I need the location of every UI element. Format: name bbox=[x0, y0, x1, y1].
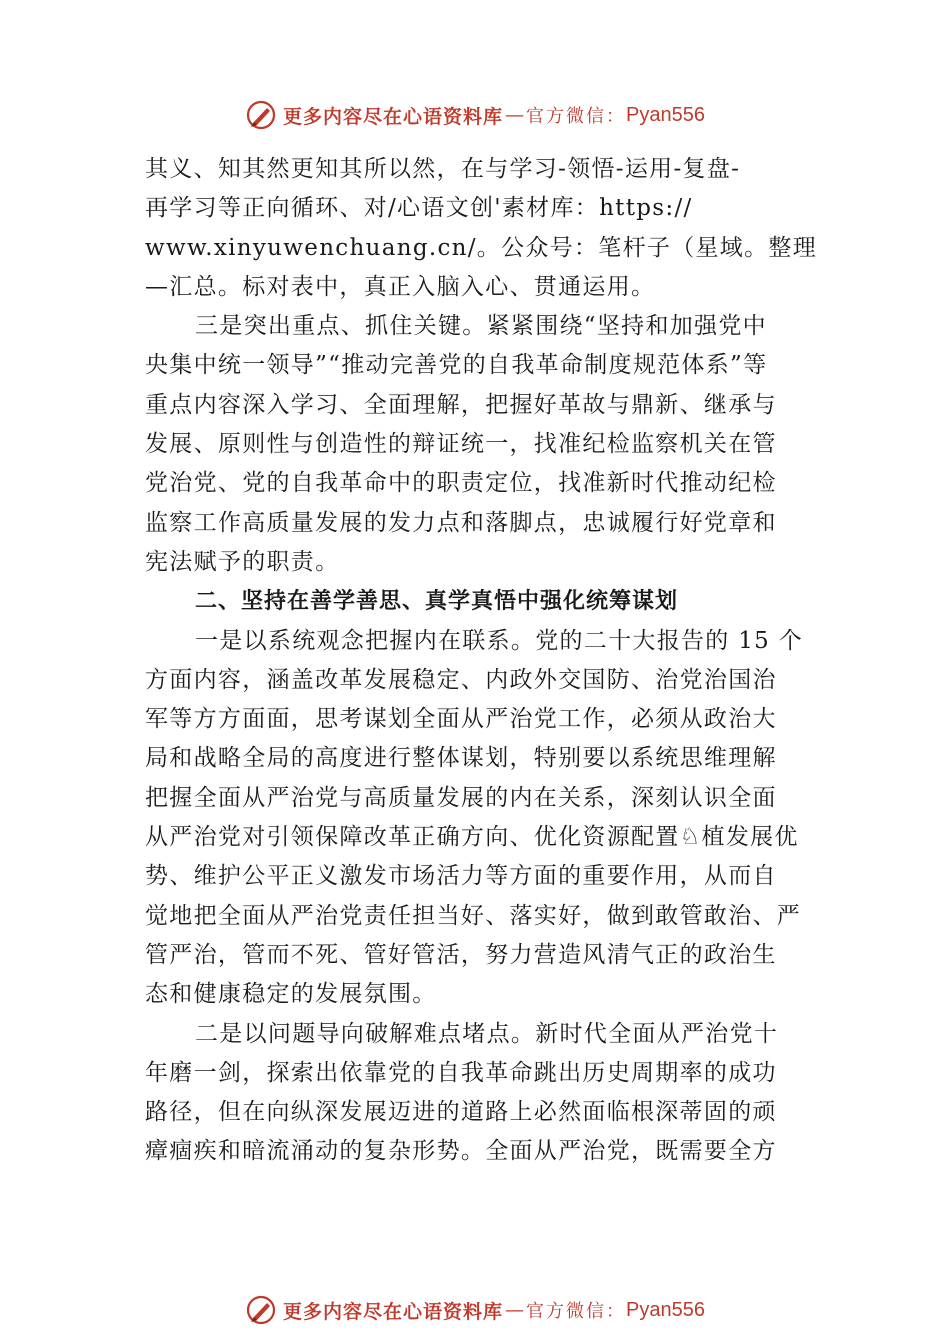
header-dash: — bbox=[505, 104, 525, 126]
footer-wechat-id: Pyan556 bbox=[626, 1298, 705, 1321]
body-line: 再学习等正向循环、对/心语文创'素材库：https:// bbox=[145, 195, 693, 222]
pen-logo-icon bbox=[245, 99, 277, 131]
body-line: 监察工作高质量发展的发力点和落脚点，忠诚履行好党章和 bbox=[145, 509, 777, 536]
page-header bbox=[0, 95, 950, 135]
body-line: 年磨一剑，探索出依靠党的自我革命跳出历史周期率的成功 bbox=[145, 1059, 777, 1086]
body-line: 瘴痼疾和暗流涌动的复杂形势。全面从严治党，既需要全方 bbox=[145, 1138, 777, 1165]
section-heading: 二、坚持在善学善思、真学真悟中强化统筹谋划 bbox=[195, 589, 679, 615]
body-line: 把握全面从严治党与高质量发展的内在关系，深刻认识全面 bbox=[145, 784, 777, 811]
body-line: 觉地把全面从严治党责任担当好、落实好，做到敢管敢治、严 bbox=[145, 902, 802, 929]
body-line: 发展、原则性与创造性的辩证统一，找准纪检监察机关在管 bbox=[145, 431, 777, 458]
body-line: 其义、知其然更知其所以然，在与学习-领悟-运用-复盘- bbox=[145, 156, 741, 182]
body-line: —汇总。标对表中，真正入脑入心、贯通运用。 bbox=[145, 273, 656, 300]
footer-brand: 更多内容尽在心语资料库 bbox=[283, 1300, 504, 1323]
paragraph-start-line: 三是突出重点、抓住关键。紧紧围绕“坚持和加强党中 bbox=[195, 313, 767, 340]
body-line: 宪法赋予的职责。 bbox=[145, 548, 340, 575]
body-line: 方面内容，涵盖改革发展稳定、内政外交国防、治党治国治 bbox=[145, 666, 777, 693]
header-wechat-id: Pyan556 bbox=[626, 103, 705, 126]
header-wechat-label: 官方微信： bbox=[526, 106, 627, 127]
body-line: 局和战略全局的高度进行整体谋划，特别要以系统思维理解 bbox=[145, 745, 777, 772]
body-line: 路径，但在向纵深发展迈进的道路上必然面临根深蒂固的顽 bbox=[145, 1099, 777, 1126]
body-line: 态和健康稳定的发展氛围。 bbox=[145, 981, 437, 1008]
body-line: 重点内容深入学习、全面理解，把握好革故与鼎新、继承与 bbox=[145, 391, 777, 418]
footer-wechat-label: 官方微信： bbox=[526, 1301, 627, 1322]
paragraph-start-line: 一是以系统观念把握内在联系。党的二十大报告的 15 个 bbox=[195, 627, 803, 654]
body-line: 军等方方面面，思考谋划全面从严治党工作，必须从政治大 bbox=[145, 706, 777, 733]
document-body bbox=[145, 150, 817, 1172]
paragraph-start-line: 二是以问题导向破解难点堵点。新时代全面从严治党十 bbox=[195, 1020, 779, 1047]
footer-dash: — bbox=[505, 1299, 525, 1321]
body-line: www.xinyuwenchuang.cn/。公众号：笔杆子（星域。整理 bbox=[145, 234, 818, 261]
page-footer bbox=[0, 1290, 950, 1330]
body-line: 从严治党对引领保障改革正确方向、优化资源配置♘植发展优 bbox=[145, 824, 799, 851]
body-line: 央集中统一领导”“推动完善党的自我革命制度规范体系”等 bbox=[145, 352, 768, 379]
body-line: 势、维护公平正义激发市场活力等方面的重要作用，从而自 bbox=[145, 863, 777, 890]
body-line: 管严治，管而不死、管好管活，努力营造风清气正的政治生 bbox=[145, 941, 777, 968]
body-line: 党治党、党的自我革命中的职责定位，找准新时代推动纪检 bbox=[145, 470, 777, 497]
header-brand: 更多内容尽在心语资料库 bbox=[283, 105, 504, 128]
pen-logo-icon bbox=[245, 1294, 277, 1326]
